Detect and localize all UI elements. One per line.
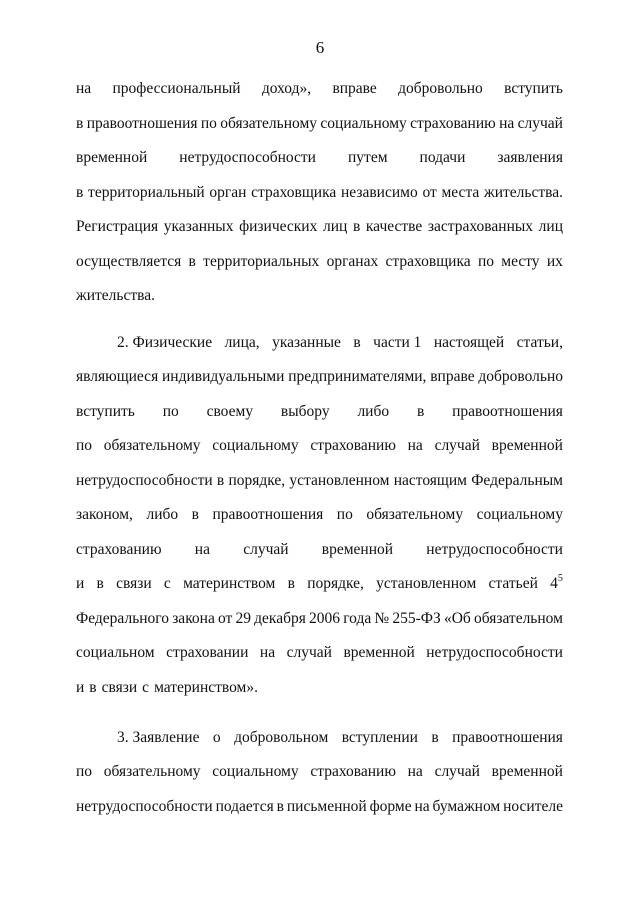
word: по [76, 763, 93, 780]
text-line [76, 210, 563, 245]
word: временной [76, 149, 148, 166]
word: социальному [212, 763, 299, 780]
text-line [76, 360, 563, 395]
word: индивидуальными [161, 368, 285, 385]
word: доход», [261, 80, 312, 97]
text-line [76, 429, 563, 464]
text-line [76, 107, 563, 142]
paragraph [76, 721, 563, 825]
word: социальном [76, 644, 155, 661]
word: вступлении [341, 728, 418, 746]
text-line [76, 72, 563, 107]
word: вступить [76, 402, 135, 420]
word: социальному [476, 506, 563, 523]
word: случай [286, 644, 332, 661]
word: указанные [272, 333, 341, 351]
word: в [352, 218, 361, 235]
word: временной [321, 540, 394, 558]
word: страхованию [310, 437, 396, 454]
word: указанных [163, 218, 234, 235]
word: обязательному [103, 763, 201, 780]
word: вправе [430, 368, 475, 385]
paragraph [76, 72, 563, 314]
word: вправе [332, 80, 377, 97]
word: либо [357, 402, 390, 420]
word: правоотношения [86, 114, 198, 132]
text-line [76, 636, 563, 671]
word: временной [491, 763, 563, 780]
word: настоящей [433, 333, 505, 351]
word: на [407, 437, 423, 454]
word: установленном [289, 471, 390, 489]
word: нетрудоспособности [76, 797, 213, 815]
word: места [441, 183, 480, 201]
word: по [336, 506, 353, 523]
word: в [191, 506, 199, 523]
word: обязательном [473, 609, 563, 627]
word: установленном [376, 575, 477, 592]
word: «Об [443, 609, 471, 627]
word: о [212, 728, 221, 746]
word: в [353, 333, 361, 351]
word: в [76, 183, 84, 201]
text-line [76, 755, 563, 790]
word: нетрудоспособности [426, 540, 563, 558]
word: жительства. [484, 183, 563, 201]
word: страхованию [310, 763, 396, 780]
text-line [76, 326, 563, 361]
word: органах [326, 252, 379, 270]
word: лиц [538, 218, 563, 235]
word: статьей [488, 575, 538, 592]
word: с [163, 575, 171, 592]
text-line [76, 279, 563, 314]
word: застрахованных [427, 218, 534, 235]
word: по [477, 252, 494, 270]
word: физических [239, 218, 318, 235]
word: страховании [166, 644, 249, 661]
word: законом, [76, 506, 133, 523]
word: случай [434, 437, 480, 454]
word: Федеральным [471, 471, 563, 489]
word: в [89, 678, 97, 696]
word: Регистрация [76, 218, 159, 235]
word: материнством». [154, 678, 258, 696]
word: случай [517, 114, 563, 132]
word: настоящим [393, 471, 467, 489]
word: территориальных [203, 252, 320, 270]
word: от [218, 609, 233, 627]
word: форме [369, 797, 412, 815]
word: 29 [235, 609, 251, 627]
word: выбору [280, 402, 330, 420]
word: 45 [550, 567, 563, 602]
word: и [76, 678, 85, 696]
word: статьи, [516, 333, 563, 351]
word: на [194, 540, 210, 558]
word: подачи [419, 149, 466, 166]
word: в [431, 728, 439, 746]
superscript: 5 [557, 573, 563, 584]
word: на [407, 763, 423, 780]
word: заявления [497, 149, 563, 166]
word: подается [215, 797, 274, 815]
text-line [76, 533, 563, 568]
word: временной [491, 437, 563, 454]
word: в [287, 575, 295, 592]
word: в [276, 797, 284, 815]
paragraph [76, 326, 563, 706]
word: части 1 [373, 333, 422, 351]
text-line [76, 790, 563, 825]
word: лица, [224, 333, 260, 351]
word: на [414, 797, 430, 815]
word: месту [501, 252, 540, 270]
word: добровольном [234, 728, 329, 746]
word: в [76, 114, 84, 132]
word: по [162, 402, 179, 420]
word: на [76, 80, 92, 97]
document-body [76, 72, 563, 824]
word: в [416, 402, 425, 420]
word: жительства. [76, 287, 155, 304]
word: социальному [212, 437, 299, 454]
word: Федерального [76, 609, 170, 627]
word: 3. Заявление [117, 728, 200, 746]
word: страхованию [76, 540, 162, 558]
word: нетрудоспособности [426, 644, 563, 661]
word: в [216, 471, 225, 489]
word: связи [116, 575, 152, 592]
word: социальному [320, 114, 407, 132]
word: письменной [286, 797, 367, 815]
word: случай [243, 540, 289, 558]
word: страхованию [410, 114, 496, 132]
word: декабря [254, 609, 306, 627]
page-number: 6 [315, 38, 325, 57]
word: случай [434, 763, 480, 780]
word: своему [206, 402, 254, 420]
word: орган [209, 183, 247, 201]
word: носителе [503, 797, 563, 815]
text-line [76, 721, 563, 756]
word: являющиеся [76, 368, 159, 385]
word: 2. Физические [117, 333, 213, 351]
text-line [76, 395, 563, 430]
word: 2006 [309, 609, 341, 627]
word: материнством [183, 575, 276, 592]
word: порядке, [307, 575, 364, 592]
word: нетрудоспособности [179, 149, 316, 166]
word: от [422, 183, 437, 201]
word: правоотношения [212, 506, 324, 523]
word: на [499, 114, 515, 132]
word: качестве [365, 218, 423, 235]
word: обязательному [220, 114, 318, 132]
word: независимо [341, 183, 418, 201]
word: 255-ФЗ [392, 609, 441, 627]
word: добровольно [478, 368, 563, 385]
word: добровольно [398, 80, 483, 97]
word: территориальный [88, 183, 205, 201]
text-line [76, 602, 563, 637]
word: обязательному [366, 506, 464, 523]
word: на [259, 644, 276, 661]
text-line [76, 671, 563, 706]
text-line [76, 245, 563, 280]
word: № [374, 609, 390, 627]
text-line [76, 464, 563, 499]
word: в [188, 252, 196, 270]
word: по [76, 437, 93, 454]
word: временной [343, 644, 415, 661]
word: вступить [504, 80, 563, 97]
word: их [546, 252, 563, 270]
word: по [200, 114, 217, 132]
text-line [76, 176, 563, 211]
word: правоотношения [452, 402, 563, 420]
word: нетрудоспособности [76, 471, 213, 489]
word: предпринимателями, [288, 368, 427, 385]
word: либо [146, 506, 179, 523]
word: лиц [322, 218, 348, 235]
word: профессиональный [112, 80, 241, 97]
word: бумажном [432, 797, 501, 815]
word: страховщика [385, 252, 471, 270]
word: страховщика [251, 183, 337, 201]
word: обязательному [103, 437, 201, 454]
word: путем [348, 149, 388, 166]
text-line [76, 498, 563, 533]
word: правоотношения [452, 728, 563, 746]
word: с [142, 678, 150, 696]
word: года [343, 609, 372, 627]
word: осуществляется [76, 252, 182, 270]
word: закона [172, 609, 215, 627]
word: и [76, 575, 85, 592]
text-line [76, 141, 563, 176]
word: связи [101, 678, 138, 696]
word: в [96, 575, 104, 592]
word: порядке, [228, 471, 286, 489]
text-line [76, 567, 563, 602]
